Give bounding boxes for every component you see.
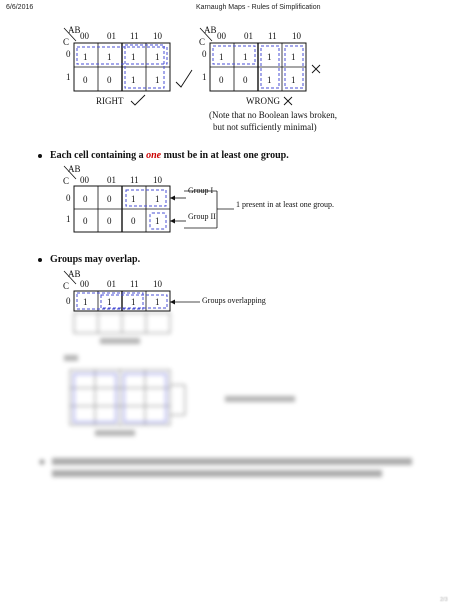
map4-annotation: Groups overlapping [202, 296, 266, 305]
wrong-col-11: 11 [268, 31, 277, 41]
bullet-icon [38, 258, 42, 262]
wrong-row-1: 1 [202, 72, 207, 82]
map4-c-label: C [63, 281, 70, 291]
wrong-kmap [199, 25, 320, 91]
map3-col-11: 11 [130, 175, 139, 185]
right-row-1: 1 [66, 72, 71, 82]
wrong-note-line2: but not sufficiently minimal) [213, 122, 317, 132]
wrong-col-01: 01 [244, 31, 253, 41]
overlap-kmap [63, 269, 200, 311]
map3-cell: 0 [131, 216, 136, 226]
wrong-note-line1: (Note that no Boolean laws broken, [209, 110, 337, 120]
map3-c-label: C [63, 176, 70, 186]
right-cell: 1 [155, 75, 160, 85]
bullet1-emph: one [146, 150, 162, 161]
arrow-icon [170, 300, 175, 305]
wrong-kmap-c-label: C [199, 37, 206, 47]
arrow-icon [170, 219, 175, 224]
right-cell: 0 [107, 75, 112, 85]
wrong-col-10: 10 [292, 31, 301, 41]
group1-label: Group I [188, 186, 214, 195]
right-kmap-c-label: C [63, 37, 70, 47]
right-col-01: 01 [107, 31, 116, 41]
wrong-cell: 1 [291, 75, 296, 85]
map3-cell: 1 [155, 194, 160, 204]
right-cell: 0 [83, 75, 88, 85]
right-cell: 1 [131, 52, 136, 62]
bullet-one-cell-rule [38, 150, 289, 161]
map4-cell: 1 [131, 297, 136, 307]
right-cell: 1 [131, 75, 136, 85]
arrow-icon [170, 196, 175, 201]
right-caption: RIGHT [96, 96, 124, 106]
map3-cell: 0 [107, 194, 112, 204]
right-row-0: 0 [66, 49, 71, 59]
map3-cell: 0 [107, 216, 112, 226]
wrong-cell: 1 [243, 52, 248, 62]
bullet1-pre: Each cell containing a [50, 150, 147, 161]
map4-col-10: 10 [153, 279, 162, 289]
map4-col-11: 11 [130, 279, 139, 289]
map4-cell: 1 [155, 297, 160, 307]
map4-row-0: 0 [66, 296, 71, 306]
cross-icon [312, 65, 320, 73]
right-col-00: 00 [80, 31, 89, 41]
right-col-11: 11 [130, 31, 139, 41]
group2-label: Group II [188, 212, 216, 221]
right-cell: 1 [107, 52, 112, 62]
wrong-kmap-ab-label: AB [204, 25, 217, 35]
map4-cell: 1 [107, 297, 112, 307]
wrong-cell: 1 [267, 52, 272, 62]
blurred-lower-content [40, 313, 413, 477]
right-col-10: 10 [153, 31, 162, 41]
wrong-cell: 0 [219, 75, 224, 85]
map3-cell: 0 [83, 194, 88, 204]
header-title: Karnaugh Maps - Rules of Simplification [196, 4, 321, 11]
map4-col-00: 00 [80, 279, 89, 289]
map3-col-10: 10 [153, 175, 162, 185]
check-icon [176, 70, 192, 87]
map3-cell: 1 [131, 194, 136, 204]
map3-row-1: 1 [66, 214, 71, 224]
group-kmap [63, 164, 234, 232]
bullet2-text: Groups may overlap. [50, 254, 141, 265]
wrong-cell: 1 [291, 52, 296, 62]
right-kmap-ab-label: AB [68, 25, 81, 35]
footer-page: 2/3 [440, 597, 448, 603]
map3-annotation: 1 present in at least one group. [236, 200, 334, 209]
map3-row-0: 0 [66, 193, 71, 203]
header-date: 6/6/2016 [6, 4, 34, 11]
right-kmap [63, 25, 192, 91]
bullet-icon [38, 154, 42, 158]
wrong-cell: 0 [243, 75, 248, 85]
map3-col-00: 00 [80, 175, 89, 185]
map4-col-01: 01 [107, 279, 116, 289]
wrong-cell: 1 [219, 52, 224, 62]
wrong-row-0: 0 [202, 49, 207, 59]
map4-cell: 1 [83, 297, 88, 307]
map3-col-01: 01 [107, 175, 116, 185]
map3-ab-label: AB [68, 164, 81, 174]
right-cell: 1 [155, 52, 160, 62]
bullet-overlap-rule [38, 254, 140, 265]
map4-ab-label: AB [68, 269, 81, 279]
wrong-cell: 1 [267, 75, 272, 85]
wrong-col-00: 00 [217, 31, 226, 41]
right-cell: 1 [83, 52, 88, 62]
map3-cell: 0 [83, 216, 88, 226]
wrong-caption: WRONG [246, 96, 280, 106]
bullet1-post: must be in at least one group. [161, 150, 289, 161]
map3-cell: 1 [155, 216, 160, 226]
